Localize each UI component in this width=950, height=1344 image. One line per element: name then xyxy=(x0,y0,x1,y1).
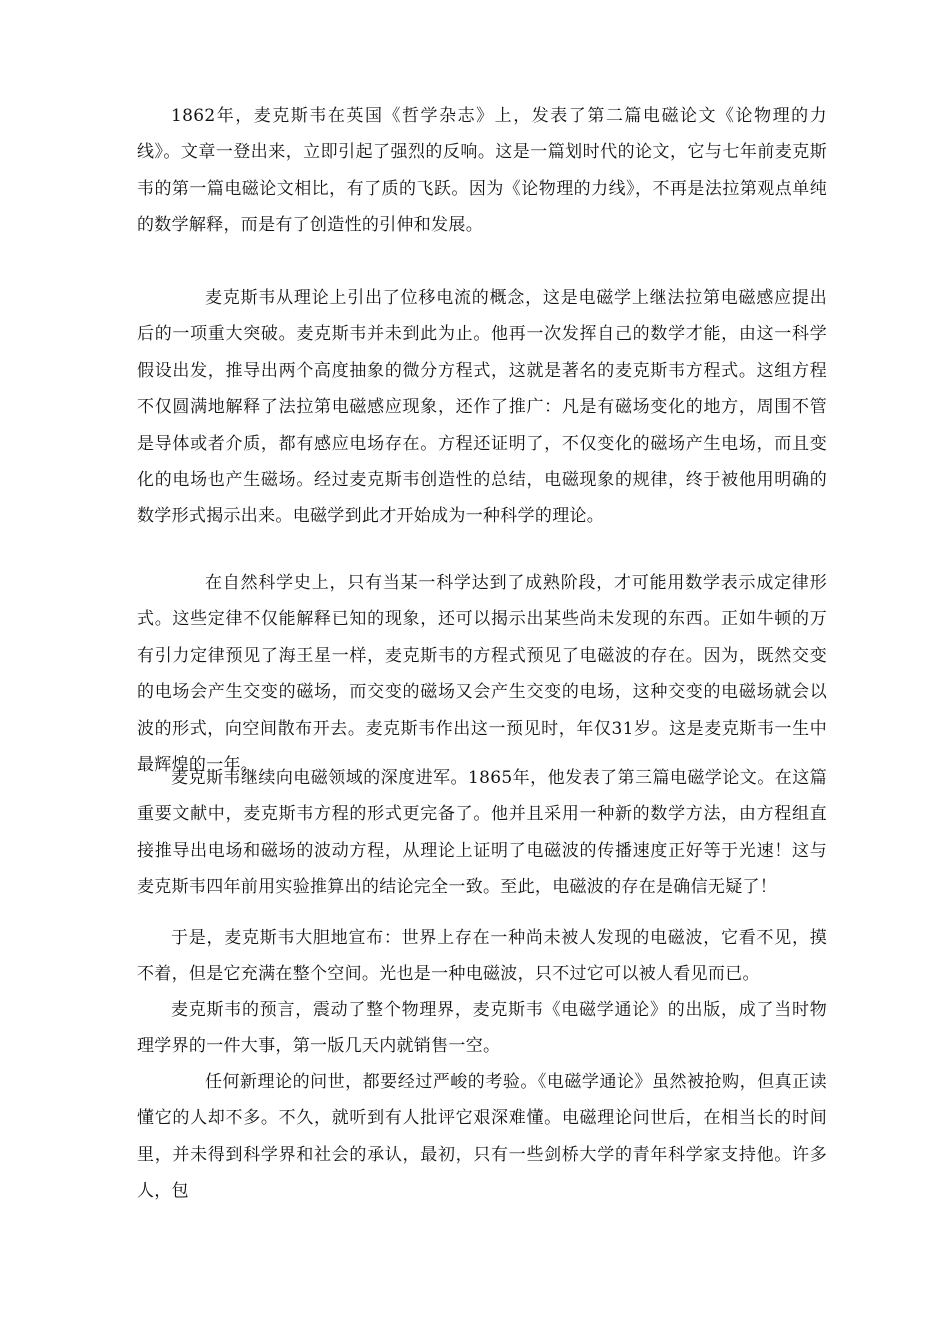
paragraph-4: 麦克斯韦继续向电磁领域的深度进军。1865年，他发表了第三篇电磁学论文。在这篇重要文献中，麦克斯韦方程的形式更完备了。他并且采用一种新的数学方法，由方程组直接推导出电场和磁场的波动方程，从理论上证明了电磁波的传播速度正好等于光速！这与麦克斯韦四年前用实验推算出的结论完全一致。至此，电磁波的存在是确信无疑了！ xyxy=(137,768,827,898)
paragraph-6: 麦克斯韦的预言，震动了整个物理界，麦克斯韦《电磁学通论》的出版，成了当时物理学界的一件大事，第一版几天内就销售一空。 xyxy=(137,1000,827,1057)
paragraph-7-block xyxy=(137,1064,827,1210)
paragraph-5-block xyxy=(137,920,827,993)
paragraph-5: 于是，麦克斯韦大胆地宣布：世界上存在一种尚未被人发现的电磁波，它看不见，摸不着，但是它充满在整个空间。光也是一种电磁波，只不过它可以被人看见而已。 xyxy=(137,928,827,985)
paragraph-1: 1862年，麦克斯韦在英国《哲学杂志》上，发表了第二篇电磁论文《论物理的力线》。文章一登出来，立即引起了强烈的反响。这是一篇划时代的论文，它与七年前麦克斯韦的第一篇电磁论文相比，有了质的飞跃。因为《论物理的力线》，不再是法拉第观点单纯的数学解释，而是有了创造性的引伸和发展。 xyxy=(137,106,827,236)
paragraph-3: 在自然科学史上，只有当某一科学达到了成熟阶段，才可能用数学表示成定律形式。这些定律不仅能解释已知的现象，还可以揭示出某些尚未发现的东西。正如牛顿的万有引力定律预见了海王星一样，麦克斯韦的方程式预见了电磁波的存在。因为，既然交变的电场会产生交变的磁场，而交变的磁场又会产生交变的电场，这种交变的电磁场就会以波的形式，向空间散布开去。麦克斯韦作出这一预见时，年仅31岁。这是麦克斯韦一生中最辉煌的一年。 xyxy=(137,573,827,776)
paragraph-2-block xyxy=(137,280,827,535)
paragraph-7: 任何新理论的问世，都要经过严峻的考验。《电磁学通论》虽然被抢购，但真正读懂它的人却不多。不久，就听到有人批评它艰深难懂。电磁理论问世后，在相当长的时间里，并未得到科学界和社会的承认，最初，只有一些剑桥大学的青年科学家支持他。许多人，包 xyxy=(137,1072,827,1202)
paragraph-2: 麦克斯韦从理论上引出了位移电流的概念，这是电磁学上继法拉第电磁感应提出后的一项重大突破。麦克斯韦并未到此为止。他再一次发挥自己的数学才能，由这一科学假设出发，推导出两个高度抽象的微分方程式，这就是著名的麦克斯韦方程式。这组方程不仅圆满地解释了法拉第电磁感应现象，还作了推广：凡是有磁场变化的地方，周围不管是导体或者介质，都有感应电场存在。方程还证明了，不仅变化的磁场产生电场，而且变化的电场也产生磁场。经过麦克斯韦创造性的总结，电磁现象的规律，终于被他用明确的数学形式揭示出来。电磁学到此才开始成为一种科学的理论。 xyxy=(137,288,827,527)
paragraph-3-block xyxy=(137,565,827,783)
paragraph-4-block xyxy=(137,760,827,906)
paragraph-1-block xyxy=(137,98,827,244)
paragraph-6-block xyxy=(137,992,827,1065)
